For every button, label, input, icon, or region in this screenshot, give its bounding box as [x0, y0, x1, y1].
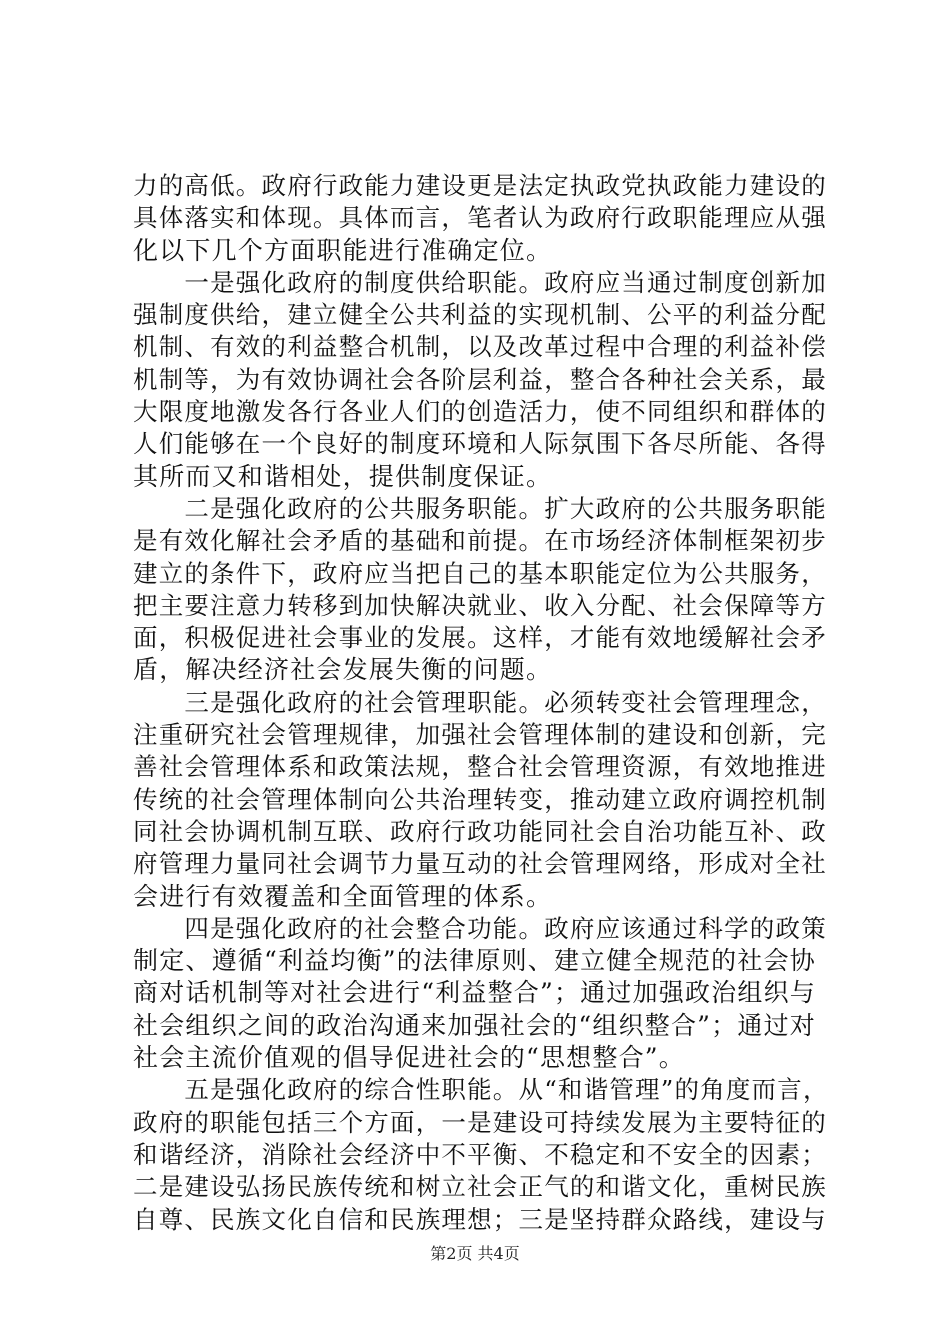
text-line: 强制度供给，建立健全公共利益的实现机制、公平的利益分配: [133, 300, 827, 330]
text-line: 是有效化解社会矛盾的基础和前提。在市场经济体制框架初步: [133, 526, 827, 556]
text-line: 把主要注意力转移到加快解决就业、收入分配、社会保障等方: [133, 590, 827, 620]
text-line: 其所而又和谐相处，提供制度保证。: [133, 461, 553, 491]
text-line: 五是强化政府的综合性职能。从“和谐管理”的角度而言，: [133, 1075, 829, 1105]
text-line: 具体落实和体现。具体而言，笔者认为政府行政职能理应从强: [133, 203, 827, 233]
text-line: 四是强化政府的社会整合功能。政府应该通过科学的政策: [133, 913, 827, 943]
text-line: 化以下几个方面职能进行准确定位。: [133, 235, 553, 265]
text-line: 政府的职能包括三个方面，一是建设可持续发展为主要特征的: [133, 1107, 827, 1137]
text-line: 盾，解决经济社会发展失衡的问题。: [133, 655, 553, 685]
text-line: 三是强化政府的社会管理职能。必须转变社会管理理念，: [133, 687, 827, 717]
text-line: 力的高低。政府行政能力建设更是法定执政党执政能力建设的: [133, 171, 827, 200]
body-text: [133, 170, 833, 1236]
text-line: 二是强化政府的公共服务职能。扩大政府的公共服务职能: [133, 493, 827, 523]
text-line: 社会主流价值观的倡导促进社会的“思想整合”。: [133, 1043, 685, 1073]
text-line: 会进行有效覆盖和全面管理的体系。: [133, 881, 553, 911]
text-line: 制定、遵循“利益均衡”的法律原则、建立健全规范的社会协: [133, 946, 816, 976]
text-line: 商对话机制等对社会进行“利益整合”；通过加强政治组织与: [133, 978, 816, 1008]
text-line: 人们能够在一个良好的制度环境和人际氛围下各尽所能、各得: [133, 429, 827, 459]
text-line: 同社会协调机制互联、政府行政功能同社会自治功能互补、政: [133, 816, 827, 846]
text-line: 善社会管理体系和政策法规，整合社会管理资源，有效地推进: [133, 752, 827, 782]
text-line: 机制、有效的利益整合机制，以及改革过程中合理的利益补偿: [133, 332, 827, 362]
text-line: 自尊、民族文化自信和民族理想；三是坚持群众路线，建设与: [133, 1204, 827, 1234]
text-line: 机制等，为有效协调社会各阶层利益，整合各种社会关系，最: [133, 364, 827, 394]
text-line: 和谐经济，消除社会经济中不平衡、不稳定和不安全的因素；: [133, 1139, 827, 1169]
page-number-footer: 第2页 共4页: [430, 1244, 520, 1263]
text-line: 社会组织之间的政治沟通来加强社会的“组织整合”；通过对: [133, 1010, 816, 1040]
text-line: 面，积极促进社会事业的发展。这样，才能有效地缓解社会矛: [133, 623, 827, 653]
text-line: 府管理力量同社会调节力量互动的社会管理网络，形成对全社: [133, 849, 827, 879]
text-line: 大限度地激发各行各业人们的创造活力，使不同组织和群体的: [133, 397, 827, 427]
text-line: 建立的条件下，政府应当把自己的基本职能定位为公共服务，: [133, 558, 827, 588]
text-line: 一是强化政府的制度供给职能。政府应当通过制度创新加: [133, 267, 827, 297]
text-line: 注重研究社会管理规律，加强社会管理体制的建设和创新，完: [133, 720, 827, 750]
text-line: 二是建设弘扬民族传统和树立社会正气的和谐文化，重树民族: [133, 1172, 827, 1202]
text-line: 传统的社会管理体制向公共治理转变，推动建立政府调控机制: [133, 784, 827, 814]
